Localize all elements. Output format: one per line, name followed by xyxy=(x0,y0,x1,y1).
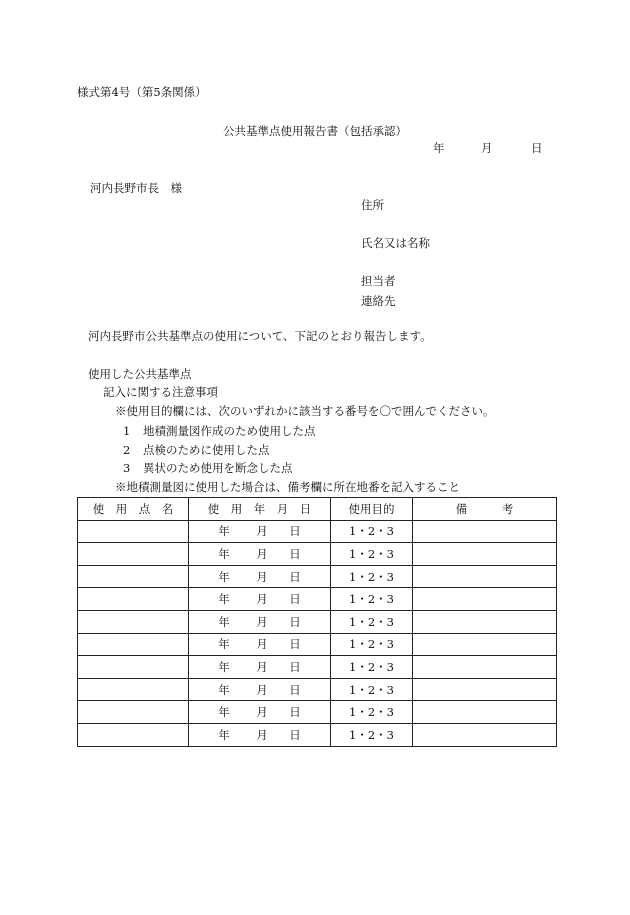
header-usage-date: 使 用 年 月 日 xyxy=(189,498,331,521)
submission-date xyxy=(433,142,543,156)
year-unit: 年 xyxy=(218,592,230,607)
month-unit: 月 xyxy=(256,592,268,607)
form-number: 様式第4号（第5条関係） xyxy=(77,85,207,99)
table-row xyxy=(78,520,557,543)
purpose-cell[interactable]: 1・2・3 xyxy=(331,543,413,566)
day-unit: 日 xyxy=(289,705,301,720)
usage-date-cell[interactable] xyxy=(189,656,331,679)
option-number: 3 xyxy=(123,461,131,475)
contact-label: 連絡先 xyxy=(361,294,396,308)
remarks-cell[interactable] xyxy=(413,610,557,633)
notes-title: 記入に関する注意事項 xyxy=(103,385,218,399)
table-body xyxy=(78,520,557,746)
year-unit: 年 xyxy=(218,637,230,652)
year-unit: 年 xyxy=(218,682,230,697)
year-unit: 年 xyxy=(218,659,230,674)
applicant-block xyxy=(361,199,430,315)
purpose-cell[interactable]: 1・2・3 xyxy=(331,633,413,656)
table-row xyxy=(78,543,557,566)
point-name-cell[interactable] xyxy=(78,701,189,724)
day-unit: 日 xyxy=(289,727,301,742)
month-unit: 月 xyxy=(256,705,268,720)
point-name-cell[interactable] xyxy=(78,565,189,588)
day-unit: 日 xyxy=(289,682,301,697)
point-name-cell[interactable] xyxy=(78,723,189,746)
option-text: 地積測量図作成のため使用した点 xyxy=(143,424,316,438)
name-label: 氏名又は名称 xyxy=(361,236,430,250)
purpose-cell[interactable]: 1・2・3 xyxy=(331,610,413,633)
addressee: 河内長野市長 様 xyxy=(90,181,182,195)
remarks-cell[interactable] xyxy=(413,633,557,656)
usage-date-cell[interactable] xyxy=(189,723,331,746)
month-unit: 月 xyxy=(256,637,268,652)
month-unit: 月 xyxy=(256,727,268,742)
table-row xyxy=(78,656,557,679)
address-label: 住所 xyxy=(361,198,384,212)
intro-text: 河内長野市公共基準点の使用について、下記のとおり報告します。 xyxy=(88,329,432,343)
purpose-cell[interactable]: 1・2・3 xyxy=(331,565,413,588)
table-header-row xyxy=(78,498,557,521)
purpose-cell[interactable]: 1・2・3 xyxy=(331,701,413,724)
purpose-cell[interactable]: 1・2・3 xyxy=(331,723,413,746)
option-number: 2 xyxy=(123,443,131,457)
purpose-cell[interactable]: 1・2・3 xyxy=(331,588,413,611)
date-year-label: 年 xyxy=(433,141,445,155)
header-purpose: 使用目的 xyxy=(331,498,413,521)
usage-table xyxy=(77,497,557,747)
point-name-cell[interactable] xyxy=(78,656,189,679)
table-row xyxy=(78,678,557,701)
year-unit: 年 xyxy=(218,727,230,742)
remarks-cell[interactable] xyxy=(413,656,557,679)
remarks-cell[interactable] xyxy=(413,588,557,611)
purpose-cell[interactable]: 1・2・3 xyxy=(331,656,413,679)
remarks-cell[interactable] xyxy=(413,723,557,746)
point-name-cell[interactable] xyxy=(78,588,189,611)
day-unit: 日 xyxy=(289,659,301,674)
day-unit: 日 xyxy=(289,569,301,584)
point-name-cell[interactable] xyxy=(78,610,189,633)
table-row xyxy=(78,588,557,611)
remarks-cell[interactable] xyxy=(413,520,557,543)
note-remarks-instruction: ※地積測量図に使用した場合は、備考欄に所在地番を記入すること xyxy=(115,480,460,494)
point-name-cell[interactable] xyxy=(78,678,189,701)
option-number: 1 xyxy=(123,424,131,438)
day-unit: 日 xyxy=(289,524,301,539)
table-row xyxy=(78,610,557,633)
section-title: 使用した公共基準点 xyxy=(88,367,192,381)
usage-date-cell[interactable] xyxy=(189,520,331,543)
header-point-name: 使 用 点 名 xyxy=(78,498,189,521)
usage-date-cell[interactable] xyxy=(189,543,331,566)
point-name-cell[interactable] xyxy=(78,633,189,656)
usage-date-cell[interactable] xyxy=(189,565,331,588)
usage-date-cell[interactable] xyxy=(189,701,331,724)
month-unit: 月 xyxy=(256,524,268,539)
remarks-cell[interactable] xyxy=(413,565,557,588)
purpose-cell[interactable]: 1・2・3 xyxy=(331,520,413,543)
remarks-cell[interactable] xyxy=(413,543,557,566)
date-month-label: 月 xyxy=(481,141,493,155)
year-unit: 年 xyxy=(218,705,230,720)
month-unit: 月 xyxy=(256,546,268,561)
year-unit: 年 xyxy=(218,569,230,584)
year-unit: 年 xyxy=(218,614,230,629)
point-name-cell[interactable] xyxy=(78,543,189,566)
document-title: 公共基準点使用報告書（包括承認） xyxy=(223,124,407,138)
point-name-cell[interactable] xyxy=(78,520,189,543)
month-unit: 月 xyxy=(256,682,268,697)
table-row xyxy=(78,723,557,746)
table-row xyxy=(78,565,557,588)
usage-date-cell[interactable] xyxy=(189,610,331,633)
usage-date-cell[interactable] xyxy=(189,678,331,701)
day-unit: 日 xyxy=(289,546,301,561)
day-unit: 日 xyxy=(289,592,301,607)
remarks-cell[interactable] xyxy=(413,678,557,701)
date-day-label: 日 xyxy=(531,141,543,155)
day-unit: 日 xyxy=(289,637,301,652)
purpose-cell[interactable]: 1・2・3 xyxy=(331,678,413,701)
header-remarks: 備 考 xyxy=(413,498,557,521)
note-purpose-instruction: ※使用目的欄には、次のいずれかに該当する番号を〇で囲んでください。 xyxy=(115,404,495,418)
month-unit: 月 xyxy=(256,659,268,674)
table-row xyxy=(78,633,557,656)
purpose-option-2 xyxy=(123,444,270,458)
usage-date-cell[interactable] xyxy=(189,633,331,656)
table-row xyxy=(78,701,557,724)
month-unit: 月 xyxy=(256,614,268,629)
option-text: 異状のため使用を断念した点 xyxy=(143,461,293,475)
option-text: 点検のために使用した点 xyxy=(143,443,270,457)
day-unit: 日 xyxy=(289,614,301,629)
remarks-cell[interactable] xyxy=(413,701,557,724)
person-in-charge-label: 担当者 xyxy=(361,274,396,288)
year-unit: 年 xyxy=(218,546,230,561)
purpose-option-1 xyxy=(123,425,316,439)
month-unit: 月 xyxy=(256,569,268,584)
year-unit: 年 xyxy=(218,524,230,539)
purpose-option-3 xyxy=(123,462,293,476)
usage-date-cell[interactable] xyxy=(189,588,331,611)
